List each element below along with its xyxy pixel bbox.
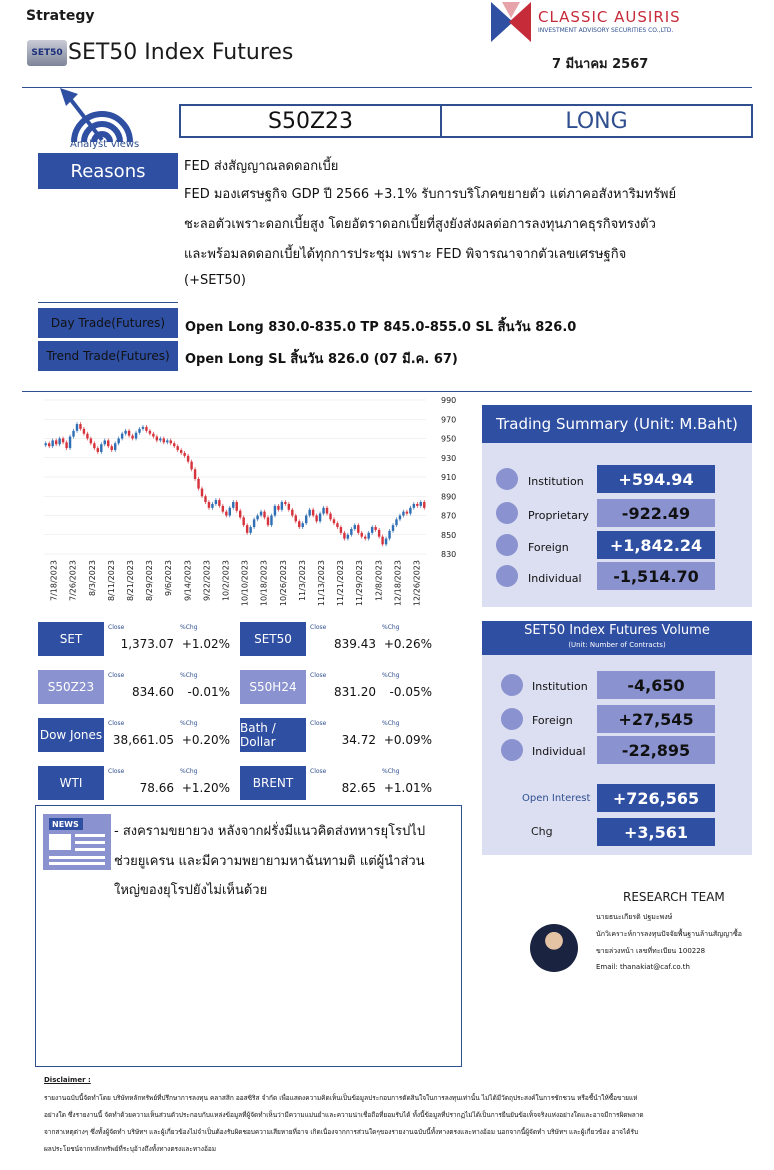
candle-body (170, 440, 172, 443)
day-trade-text: Open Long 830.0-835.0 TP 845.0-855.0 SL สิ้นวัน 826.0 (185, 320, 577, 335)
candle-body (72, 431, 74, 437)
x-tick-label: 12/26/2023 (412, 560, 422, 607)
candle-body (326, 508, 328, 514)
candle-body (142, 427, 144, 429)
y-tick-label: 910 (441, 473, 457, 482)
candle-body (420, 502, 422, 506)
candle-body (45, 443, 47, 445)
chg-mini-label: %Chg (382, 720, 400, 727)
market-tile-bath-dollar[interactable]: Bath / Dollar (240, 718, 306, 752)
candle-body (76, 424, 78, 431)
market-tile-brent[interactable]: BRENT (240, 766, 306, 800)
x-tick-label: 11/21/2023 (336, 560, 346, 607)
close-mini-label: Close (108, 768, 125, 775)
candle-body (208, 502, 210, 508)
disclaimer-line: อย่างใด ซึ่งรายงานนี้ จัดทำด้วยความเห็นส่วนตัวประกอบกับแหล่งข้อมูลที่ผู้จัดทำเห็นว่ามีความแม่นยำและความน่าเชื่อถือที่ยอมรับได้ ทั้งนี้ข้อมูลที่ปรากฏไม่ได้เป็นการยืนยันข้อเท็จจริงแห่งอย่างใดและอาจมีการผิดพลาด (44, 1111, 644, 1119)
candle-body (305, 516, 307, 524)
candle-body (288, 504, 290, 510)
candle-body (173, 443, 175, 446)
candle-body (274, 506, 276, 516)
x-tick-label: 8/3/2023 (87, 560, 97, 596)
candle-body (149, 431, 151, 434)
candle-body (111, 446, 113, 450)
reason-line: (+SET50) (184, 273, 246, 288)
chg-value: +0.26% (383, 637, 432, 651)
candle-body (131, 436, 133, 439)
candle-body (336, 523, 338, 527)
candle-body (128, 431, 130, 436)
close-mini-label: Close (310, 624, 327, 631)
y-tick-label: 930 (441, 453, 457, 463)
candle-body (357, 525, 359, 533)
futures-volume-label: Individual (532, 745, 586, 758)
candle-body (229, 508, 231, 516)
candle-body (145, 427, 147, 431)
analyst-views-caption: Analyst Views (70, 139, 140, 150)
candle-body (256, 516, 258, 520)
candle-body (406, 512, 408, 514)
candle-body (236, 502, 238, 511)
candle-body (298, 521, 300, 527)
candle-body (190, 462, 192, 470)
chg-value: +1.20% (181, 781, 230, 795)
candle-body (350, 529, 352, 535)
futures-volume-subtitle: (Unit: Number of Contracts) (568, 641, 666, 649)
candle-body (329, 514, 331, 520)
y-tick-label: 990 (441, 396, 457, 405)
x-tick-label: 9/14/2023 (183, 560, 193, 602)
x-tick-label: 10/18/2023 (259, 560, 269, 607)
candle-body (302, 523, 304, 527)
candle-body (340, 527, 342, 533)
x-tick-label: 11/3/2023 (297, 560, 307, 602)
chg-label: Chg (531, 825, 553, 838)
candle-body (51, 440, 53, 446)
report-date: 7 มีนาคม 2567 (552, 57, 649, 72)
research-line: ขายล่วงหน้า เลขที่ทะเบียน 100228 (596, 947, 706, 955)
building-icon (501, 674, 523, 696)
candle-body (378, 530, 380, 537)
candle-body (197, 479, 199, 489)
close-value: 34.72 (341, 733, 376, 747)
candle-body (343, 533, 345, 539)
candle-body (187, 456, 189, 462)
foreign-icon (496, 534, 518, 556)
analyst-avatar (530, 924, 578, 972)
x-tick-label: 8/29/2023 (145, 560, 155, 602)
trend-trade-text: Open Long SL สิ้นวัน 826.0 (07 มี.ค. 67) (185, 352, 458, 367)
candle-body (281, 502, 283, 510)
building-icon (496, 468, 518, 490)
candle-body (295, 516, 297, 522)
candle-body (374, 527, 376, 530)
people-icon (496, 502, 518, 524)
candle-body (215, 500, 217, 504)
candle-body (399, 516, 401, 520)
candle-body (416, 504, 418, 506)
market-tile-set[interactable]: SET (38, 622, 104, 656)
reasons-divider (38, 302, 178, 303)
candle-body (284, 502, 286, 504)
news-line: ใหญ่ของยุโรปยังไม่เห็นด้วย (114, 883, 268, 898)
x-tick-label: 8/21/2023 (125, 560, 135, 602)
candle-body (308, 510, 310, 516)
candle-body (367, 533, 369, 539)
candle-body (138, 429, 140, 433)
x-tick-label: 9/6/2023 (164, 560, 174, 596)
close-mini-label: Close (108, 720, 125, 727)
disclaimer-line: รายงานฉบับนี้จัดทำโดย บริษัทหลักทรัพย์ที่ปรึกษาการลงทุน คลาสสิก ออสซิริส จำกัด เพื่อแสดงความคิดเห็นเป็นข้อมูลประกอบการตัดสินใจในการลงทุนเท่านั้น ไม่ได้มีวัตถุประสงค์ในการชักชวน หรือชี้นำให้ซื้อขายแห่ (44, 1094, 638, 1102)
y-tick-label: 870 (441, 511, 457, 521)
candle-body (176, 446, 178, 450)
candle-body (204, 496, 206, 502)
candle-body (79, 424, 81, 429)
research-line: นายธนะเกียรติ ปฐมะพงษ์ (596, 913, 673, 921)
newspaper-icon (43, 814, 111, 870)
candle-body (270, 516, 272, 526)
candle-body (319, 514, 321, 522)
candle-body (152, 434, 154, 437)
x-tick-label: 10/26/2023 (278, 560, 288, 607)
chg-mini-label: %Chg (180, 672, 198, 679)
day-trade-label: Day Trade(Futures) (38, 308, 178, 338)
reason-line: FED ส่งสัญญาณลดดอกเบี้ย (184, 159, 339, 174)
chg-value: -0.05% (389, 685, 432, 699)
chg-value: +0.09% (383, 733, 432, 747)
candle-body (381, 537, 383, 545)
trading-summary-title: Trading Summary (Unit: M.Baht) (482, 405, 752, 443)
candle-body (156, 437, 158, 441)
candle-body (86, 434, 88, 439)
futures-volume-label: Foreign (532, 714, 573, 727)
candle-body (69, 437, 71, 449)
candle-body (201, 489, 203, 497)
set50-candlestick-chart (38, 392, 468, 622)
disclaimer-line: จากสาเหตุต่างๆ ซึ่งทั้งผู้จัดทำ บริษัทฯ และผู้เกี่ยวข้องไม่จำเป็นต้องรับผิดชอบความเสียหายที่อาจ เกิดเนื่องจากการส่วนใดๆของรายงานฉบับนี้ทั้งทางตรงและทางอ้อม นอกจากนี้ผู้จัดทำ บริษัทฯ และผู้เกี่ยวข้อง อาจได้รับ (44, 1128, 639, 1136)
x-tick-label: 7/26/2023 (68, 560, 78, 602)
futures-volume-label: Institution (532, 680, 588, 693)
trading-summary-label: Individual (528, 572, 582, 585)
trading-summary-label: Institution (528, 475, 584, 488)
candle-body (107, 440, 109, 446)
chg-value: +1.02% (181, 637, 230, 651)
futures-volume-value: -4,650 (597, 671, 715, 699)
candle-body (180, 450, 182, 453)
trading-summary-label: Foreign (528, 541, 569, 554)
chg-mini-label: %Chg (382, 672, 400, 679)
x-tick-label: 10/2/2023 (221, 560, 231, 602)
foreign-icon (501, 708, 523, 730)
candle-body (159, 439, 161, 441)
close-value: 78.66 (139, 781, 174, 795)
candle-body (62, 439, 64, 443)
chg-mini-label: %Chg (180, 768, 198, 775)
chg-mini-label: %Chg (180, 720, 198, 727)
open-interest-label: Open Interest (522, 793, 591, 804)
news-icon-text: NEWS (52, 820, 79, 829)
page-title: SET50 Index Futures (68, 40, 294, 65)
candle-body (364, 537, 366, 539)
close-mini-label: Close (310, 720, 327, 727)
chg-mini-label: %Chg (382, 624, 400, 631)
person-icon (496, 565, 518, 587)
futures-volume-value: -22,895 (597, 736, 715, 764)
trend-trade-label: Trend Trade(Futures) (38, 341, 178, 371)
brand-subtitle: INVESTMENT ADVISORY SECURITIES CO.,LTD. (538, 27, 674, 34)
candle-body (93, 443, 95, 448)
futures-volume-title: SET50 Index Futures Volume (482, 621, 752, 655)
futures-volume-value: +27,545 (597, 705, 715, 733)
trading-summary-value: -922.49 (597, 499, 715, 527)
candle-body (83, 429, 85, 434)
person-icon (501, 739, 523, 761)
candle-body (361, 533, 363, 537)
chg-mini-label: %Chg (382, 768, 400, 775)
close-value: 38,661.05 (112, 733, 174, 747)
candle-body (121, 434, 123, 439)
candle-body (104, 440, 106, 444)
candle-body (218, 500, 220, 506)
trading-summary-value: +1,842.24 (597, 531, 715, 559)
chg-value: +1.01% (383, 781, 432, 795)
x-tick-label: 11/13/2023 (316, 560, 326, 607)
disclaimer-title: Disclaimer : (44, 1076, 91, 1084)
candle-body (385, 539, 387, 545)
close-mini-label: Close (108, 672, 125, 679)
candle-body (183, 453, 185, 456)
candle-body (58, 439, 60, 445)
research-email[interactable]: Email: thanakiat@caf.co.th (596, 963, 690, 971)
candle-body (97, 448, 99, 452)
candle-body (315, 516, 317, 522)
recommendation-box (179, 104, 753, 138)
close-mini-label: Close (310, 768, 327, 775)
candle-body (253, 519, 255, 527)
candle-body (354, 525, 356, 529)
candle-body (225, 512, 227, 516)
trading-summary-value: -1,514.70 (597, 562, 715, 590)
close-value: 82.65 (341, 781, 376, 795)
y-tick-label: 850 (441, 530, 457, 540)
market-tile-set50[interactable]: SET50 (240, 622, 306, 656)
category-label: Strategy (26, 8, 95, 24)
research-line: นักวิเคราะห์การลงทุนปัจจัยพื้นฐานล้านสัญญาซื้อ (596, 930, 742, 938)
chg-value: +0.20% (181, 733, 230, 747)
close-value: 831.20 (334, 685, 376, 699)
candle-body (267, 517, 269, 525)
candle-body (322, 508, 324, 514)
reason-line: ชะลอตัวเพราะดอกเบี้ยสูง โดยอัตราดอกเบี้ยที่สูงยังส่งผลต่อการลงทุนภาคธุรกิจทรงตัว (184, 217, 656, 232)
recommended-position: LONG (565, 108, 628, 134)
candle-body (312, 510, 314, 516)
candle-body (90, 439, 92, 444)
close-mini-label: Close (108, 624, 125, 631)
reason-line: และพร้อมลดดอกเบี้ยได้ทุกการประชุม เพราะ FED พิจารณาจากตัวเลขเศรษฐกิจ (184, 247, 627, 262)
close-mini-label: Close (310, 672, 327, 679)
candle-body (260, 512, 262, 516)
x-tick-label: 10/10/2023 (240, 560, 250, 607)
candle-body (232, 502, 234, 508)
classic-ausiris-logo (491, 2, 531, 42)
close-value: 1,373.07 (120, 637, 174, 651)
candle-body (423, 502, 425, 508)
disclaimer-line: ผลประโยชน์จากหลักทรัพย์ที่ระบุอ้างถึงทั้งทางตรงและทางอ้อม (44, 1145, 217, 1153)
x-tick-label: 12/18/2023 (393, 560, 403, 607)
candle-body (402, 512, 404, 516)
candle-body (388, 531, 390, 539)
open-interest-value: +726,565 (597, 784, 715, 812)
chg-value: +3,561 (597, 818, 715, 846)
chg-value: -0.01% (187, 685, 230, 699)
candle-body (211, 504, 213, 508)
candle-body (413, 504, 415, 508)
candle-body (135, 433, 137, 439)
market-tile-s50h24[interactable]: S50H24 (240, 670, 306, 704)
x-tick-label: 12/8/2023 (374, 560, 384, 602)
candle-body (55, 440, 57, 444)
y-tick-label: 970 (441, 415, 457, 425)
candle-body (242, 517, 244, 525)
candle-body (100, 444, 102, 452)
x-tick-label: 8/11/2023 (106, 560, 116, 602)
chg-mini-label: %Chg (180, 624, 198, 631)
set50-logo: SET50 (27, 40, 67, 66)
close-value: 839.43 (334, 637, 376, 651)
candle-body (347, 535, 349, 539)
reasons-label-text: Reasons (70, 160, 146, 182)
x-tick-label: 7/18/2023 (49, 560, 59, 602)
x-tick-label: 9/22/2023 (202, 560, 212, 602)
candle-body (124, 431, 126, 434)
trading-summary-label: Proprietary (528, 509, 589, 522)
recommended-symbol: S50Z23 (181, 106, 442, 136)
candle-body (163, 439, 165, 443)
y-tick-label: 830 (441, 550, 457, 559)
candle-body (239, 511, 241, 518)
candle-body (65, 442, 67, 448)
candle-body (392, 525, 394, 531)
y-tick-label: 890 (441, 492, 457, 502)
x-tick-label: 11/29/2023 (355, 560, 365, 607)
research-team-title: RESEARCH TEAM (623, 890, 725, 904)
y-tick-label: 950 (441, 434, 457, 444)
candle-body (114, 443, 116, 450)
candle-body (409, 508, 411, 514)
trading-summary-value: +594.94 (597, 465, 715, 493)
candle-body (194, 469, 196, 479)
candle-body (277, 506, 279, 510)
candle-body (263, 512, 265, 518)
candle-body (48, 443, 50, 446)
candle-body (395, 519, 397, 525)
candle-body (249, 527, 251, 533)
news-line: ช่วยยูเครน และมีความพยายามหาฉันทามติ แต่ผู้นำส่วน (114, 854, 425, 869)
candle-body (291, 510, 293, 516)
candle-body (166, 440, 168, 442)
candle-body (371, 527, 373, 533)
reason-line: FED มองเศรษฐกิจ GDP ปี 2566 +3.1% รับการบริโภคขยายตัว แต่ภาคอสังหาริมทรัพย์ (184, 187, 677, 202)
market-tile-dow-jones[interactable]: Dow Jones (38, 718, 104, 752)
close-value: 834.60 (132, 685, 174, 699)
brand-name: CLASSIC AUSIRIS (538, 8, 681, 26)
market-tile-wti[interactable]: WTI (38, 766, 104, 800)
candle-body (333, 519, 335, 523)
candle-body (117, 439, 119, 444)
market-tile-s50z23[interactable]: S50Z23 (38, 670, 104, 704)
candle-body (246, 525, 248, 533)
candle-body (222, 506, 224, 512)
reasons-label (38, 153, 178, 189)
news-line: - สงครามขยายวง หลังจากฝรั่งมีแนวคิดส่งทหารยุโรปไป (114, 824, 426, 839)
